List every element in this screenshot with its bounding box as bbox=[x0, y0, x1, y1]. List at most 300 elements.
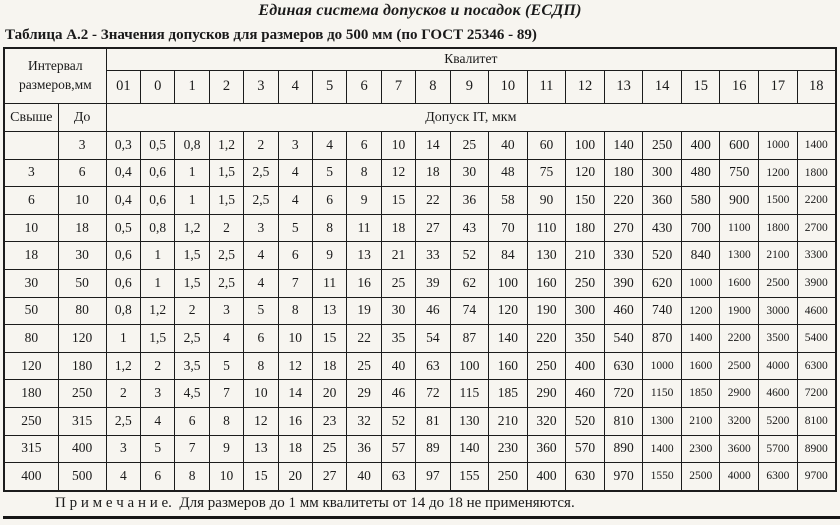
tolerance-value-cell: 1,2 bbox=[141, 297, 175, 325]
range-to-cell: 50 bbox=[58, 269, 106, 297]
tolerance-value-cell: 2200 bbox=[720, 325, 759, 353]
grade-column-header: 0 bbox=[141, 71, 175, 104]
tolerance-value-cell: 2500 bbox=[759, 269, 798, 297]
tolerance-value-cell: 620 bbox=[643, 269, 682, 297]
tolerance-unit-header: Допуск IT, мкм bbox=[106, 104, 836, 132]
tolerance-value-cell: 2,5 bbox=[175, 325, 209, 353]
range-over-cell: 6 bbox=[4, 187, 58, 215]
tolerance-value-cell: 9 bbox=[347, 187, 381, 215]
range-over-cell: 250 bbox=[4, 407, 58, 435]
grade-column-header: 10 bbox=[489, 71, 528, 104]
tolerance-value-cell: 2200 bbox=[797, 187, 836, 215]
tolerance-value-cell: 2,5 bbox=[209, 242, 243, 270]
tolerance-value-cell: 36 bbox=[347, 435, 381, 463]
tolerance-value-cell: 14 bbox=[416, 132, 450, 160]
tolerance-value-cell: 2 bbox=[209, 214, 243, 242]
grade-column-header: 13 bbox=[604, 71, 643, 104]
tolerance-value-cell: 4 bbox=[141, 407, 175, 435]
tolerance-value-cell: 540 bbox=[604, 325, 643, 353]
tolerance-value-cell: 2 bbox=[175, 297, 209, 325]
grade-column-header: 17 bbox=[759, 71, 798, 104]
grade-column-header: 4 bbox=[278, 71, 312, 104]
tolerance-value-cell: 18 bbox=[381, 214, 415, 242]
tolerance-value-cell: 9 bbox=[209, 435, 243, 463]
kvalitet-header: Квалитет bbox=[106, 48, 836, 71]
tolerance-value-cell: 1800 bbox=[759, 214, 798, 242]
grade-column-header: 12 bbox=[566, 71, 605, 104]
grade-column-header: 6 bbox=[347, 71, 381, 104]
tolerance-value-cell: 390 bbox=[604, 269, 643, 297]
range-over-cell: 180 bbox=[4, 380, 58, 408]
tolerance-value-cell: 74 bbox=[450, 297, 489, 325]
tolerance-value-cell: 0,6 bbox=[141, 159, 175, 187]
tolerance-value-cell: 1200 bbox=[681, 297, 720, 325]
tolerance-value-cell: 2100 bbox=[759, 242, 798, 270]
tolerance-value-cell: 9 bbox=[312, 242, 346, 270]
tolerance-value-cell: 1,5 bbox=[141, 325, 175, 353]
tolerance-value-cell: 10 bbox=[381, 132, 415, 160]
tolerance-value-cell: 75 bbox=[527, 159, 566, 187]
tolerance-value-cell: 35 bbox=[381, 325, 415, 353]
tolerance-value-cell: 230 bbox=[489, 435, 528, 463]
document-title: Единая система допусков и посадок (ЕСДП) bbox=[258, 2, 582, 19]
tolerance-value-cell: 16 bbox=[278, 407, 312, 435]
tolerance-value-cell: 63 bbox=[381, 463, 415, 491]
tolerance-value-cell: 27 bbox=[416, 214, 450, 242]
tolerance-value-cell: 970 bbox=[604, 463, 643, 491]
range-to-cell: 315 bbox=[58, 407, 106, 435]
tolerance-value-cell: 2,5 bbox=[106, 407, 140, 435]
range-over-cell: 18 bbox=[4, 242, 58, 270]
tolerance-value-cell: 3500 bbox=[759, 325, 798, 353]
tolerance-value-cell: 720 bbox=[604, 380, 643, 408]
tolerance-value-cell: 27 bbox=[312, 463, 346, 491]
tolerance-value-cell: 1 bbox=[175, 159, 209, 187]
tolerance-value-cell: 58 bbox=[489, 187, 528, 215]
tolerance-value-cell: 54 bbox=[416, 325, 450, 353]
tolerance-value-cell: 150 bbox=[566, 187, 605, 215]
tolerance-value-cell: 90 bbox=[527, 187, 566, 215]
tolerance-value-cell: 2,5 bbox=[244, 187, 278, 215]
tolerance-value-cell: 120 bbox=[489, 297, 528, 325]
tolerance-value-cell: 810 bbox=[604, 407, 643, 435]
tolerance-value-cell: 22 bbox=[416, 187, 450, 215]
tolerance-value-cell: 3 bbox=[209, 297, 243, 325]
tolerance-value-cell: 63 bbox=[416, 352, 450, 380]
tolerance-value-cell: 1600 bbox=[720, 269, 759, 297]
tolerance-value-cell: 0,5 bbox=[141, 132, 175, 160]
tolerance-value-cell: 0,6 bbox=[106, 242, 140, 270]
tolerance-value-cell: 1000 bbox=[759, 132, 798, 160]
tolerance-value-cell: 460 bbox=[566, 380, 605, 408]
tolerance-value-cell: 160 bbox=[527, 269, 566, 297]
tolerance-value-cell: 115 bbox=[450, 380, 489, 408]
tolerance-value-cell: 250 bbox=[643, 132, 682, 160]
tolerance-value-cell: 190 bbox=[527, 297, 566, 325]
tolerance-value-cell: 6 bbox=[312, 187, 346, 215]
tolerance-value-cell: 6 bbox=[141, 463, 175, 491]
table-row bbox=[4, 325, 836, 353]
range-over-cell: 400 bbox=[4, 463, 58, 491]
tolerance-value-cell: 8 bbox=[278, 297, 312, 325]
grade-column-header: 7 bbox=[381, 71, 415, 104]
tolerance-value-cell: 7 bbox=[278, 269, 312, 297]
tolerance-value-cell: 52 bbox=[450, 242, 489, 270]
tolerance-value-cell: 870 bbox=[643, 325, 682, 353]
table-row bbox=[4, 187, 836, 215]
range-over-cell: 30 bbox=[4, 269, 58, 297]
tolerance-value-cell: 2100 bbox=[681, 407, 720, 435]
tolerance-value-cell: 360 bbox=[643, 187, 682, 215]
tolerance-value-cell: 10 bbox=[244, 380, 278, 408]
tolerance-value-cell: 6300 bbox=[759, 463, 798, 491]
tolerance-value-cell: 2700 bbox=[797, 214, 836, 242]
over-header: Свыше bbox=[4, 104, 58, 132]
tolerance-value-cell: 840 bbox=[681, 242, 720, 270]
range-to-cell: 6 bbox=[58, 159, 106, 187]
range-over-cell: 80 bbox=[4, 325, 58, 353]
tolerance-value-cell: 57 bbox=[381, 435, 415, 463]
table-header bbox=[4, 48, 836, 132]
tolerance-value-cell: 5 bbox=[244, 297, 278, 325]
tolerance-value-cell: 120 bbox=[566, 159, 605, 187]
tolerance-value-cell: 12 bbox=[381, 159, 415, 187]
tolerance-value-cell: 5700 bbox=[759, 435, 798, 463]
tolerance-value-cell: 250 bbox=[527, 352, 566, 380]
tolerance-value-cell: 81 bbox=[416, 407, 450, 435]
tolerance-value-cell: 2900 bbox=[720, 380, 759, 408]
tolerance-value-cell: 2 bbox=[141, 352, 175, 380]
tolerance-value-cell: 0,4 bbox=[106, 159, 140, 187]
tolerance-value-cell: 15 bbox=[244, 463, 278, 491]
tolerance-value-cell: 210 bbox=[489, 407, 528, 435]
tolerance-value-cell: 20 bbox=[312, 380, 346, 408]
range-to-cell: 120 bbox=[58, 325, 106, 353]
tolerance-value-cell: 4000 bbox=[720, 463, 759, 491]
tolerance-value-cell: 8 bbox=[209, 407, 243, 435]
tolerance-value-cell: 0,6 bbox=[141, 187, 175, 215]
tolerance-value-cell: 7 bbox=[175, 435, 209, 463]
tolerance-value-cell: 7200 bbox=[797, 380, 836, 408]
tolerance-value-cell: 33 bbox=[416, 242, 450, 270]
tolerance-value-cell: 2 bbox=[244, 132, 278, 160]
tolerance-value-cell: 1000 bbox=[681, 269, 720, 297]
tolerance-value-cell: 5200 bbox=[759, 407, 798, 435]
table-row bbox=[4, 435, 836, 463]
tolerance-value-cell: 1400 bbox=[797, 132, 836, 160]
tolerance-value-cell: 40 bbox=[489, 132, 528, 160]
tolerance-value-cell: 100 bbox=[566, 132, 605, 160]
tolerance-value-cell: 25 bbox=[450, 132, 489, 160]
tolerance-value-cell: 0,5 bbox=[106, 214, 140, 242]
table-row bbox=[4, 269, 836, 297]
tolerance-value-cell: 400 bbox=[527, 463, 566, 491]
tolerance-value-cell: 3,5 bbox=[175, 352, 209, 380]
tolerance-value-cell: 36 bbox=[450, 187, 489, 215]
range-over-cell: 3 bbox=[4, 159, 58, 187]
table-row bbox=[4, 214, 836, 242]
tolerance-value-cell: 0,8 bbox=[141, 214, 175, 242]
tolerance-value-cell: 1,5 bbox=[175, 242, 209, 270]
tolerance-value-cell: 2,5 bbox=[209, 269, 243, 297]
tolerance-value-cell: 30 bbox=[450, 159, 489, 187]
tolerance-value-cell: 1,2 bbox=[175, 214, 209, 242]
tolerance-value-cell: 520 bbox=[566, 407, 605, 435]
tolerance-value-cell: 740 bbox=[643, 297, 682, 325]
grade-column-header: 15 bbox=[681, 71, 720, 104]
tolerance-value-cell: 5 bbox=[312, 159, 346, 187]
tolerance-value-cell: 180 bbox=[566, 214, 605, 242]
tolerance-value-cell: 87 bbox=[450, 325, 489, 353]
tolerance-value-cell: 1,2 bbox=[209, 132, 243, 160]
range-to-cell: 18 bbox=[58, 214, 106, 242]
tolerance-value-cell: 0,6 bbox=[106, 269, 140, 297]
tolerance-value-cell: 1600 bbox=[681, 352, 720, 380]
tolerance-value-cell: 130 bbox=[450, 407, 489, 435]
tolerance-value-cell: 430 bbox=[643, 214, 682, 242]
grade-column-header: 3 bbox=[244, 71, 278, 104]
tolerance-value-cell: 15 bbox=[312, 325, 346, 353]
table-row bbox=[4, 463, 836, 491]
tolerance-value-cell: 8 bbox=[244, 352, 278, 380]
table-row bbox=[4, 352, 836, 380]
grade-column-header: 5 bbox=[312, 71, 346, 104]
range-to-cell: 10 bbox=[58, 187, 106, 215]
tolerance-value-cell: 900 bbox=[720, 187, 759, 215]
range-to-cell: 3 bbox=[58, 132, 106, 160]
tolerance-value-cell: 18 bbox=[278, 435, 312, 463]
range-over-cell: 315 bbox=[4, 435, 58, 463]
table-row bbox=[4, 407, 836, 435]
tolerance-value-cell: 2300 bbox=[681, 435, 720, 463]
tolerance-value-cell: 8 bbox=[175, 463, 209, 491]
tolerance-value-cell: 570 bbox=[566, 435, 605, 463]
tolerance-value-cell: 46 bbox=[381, 380, 415, 408]
tolerance-value-cell: 12 bbox=[278, 352, 312, 380]
tolerance-value-cell: 600 bbox=[720, 132, 759, 160]
tolerance-value-cell: 3 bbox=[141, 380, 175, 408]
table-row bbox=[4, 297, 836, 325]
tolerance-value-cell: 630 bbox=[604, 352, 643, 380]
tolerance-value-cell: 520 bbox=[643, 242, 682, 270]
tolerance-value-cell: 3000 bbox=[759, 297, 798, 325]
tolerance-value-cell: 25 bbox=[347, 352, 381, 380]
tolerance-value-cell: 21 bbox=[381, 242, 415, 270]
tolerance-value-cell: 18 bbox=[312, 352, 346, 380]
tolerance-value-cell: 140 bbox=[604, 132, 643, 160]
tolerance-value-cell: 1100 bbox=[720, 214, 759, 242]
tolerance-value-cell: 3200 bbox=[720, 407, 759, 435]
grade-column-header: 2 bbox=[209, 71, 243, 104]
tolerance-value-cell: 43 bbox=[450, 214, 489, 242]
tolerance-value-cell: 40 bbox=[381, 352, 415, 380]
tolerance-value-cell: 3300 bbox=[797, 242, 836, 270]
tolerance-value-cell: 13 bbox=[244, 435, 278, 463]
tolerance-value-cell: 2500 bbox=[720, 352, 759, 380]
tolerance-value-cell: 10 bbox=[278, 325, 312, 353]
tolerance-value-cell: 4600 bbox=[759, 380, 798, 408]
grade-column-header: 11 bbox=[527, 71, 566, 104]
tolerance-value-cell: 11 bbox=[312, 269, 346, 297]
range-over-cell: 50 bbox=[4, 297, 58, 325]
tolerance-value-cell: 4600 bbox=[797, 297, 836, 325]
tolerance-value-cell: 97 bbox=[416, 463, 450, 491]
tolerance-value-cell: 320 bbox=[527, 407, 566, 435]
tolerance-value-cell: 25 bbox=[381, 269, 415, 297]
tolerance-value-cell: 400 bbox=[681, 132, 720, 160]
grade-column-header: 14 bbox=[643, 71, 682, 104]
tolerance-value-cell: 1 bbox=[175, 187, 209, 215]
tolerance-value-cell: 40 bbox=[347, 463, 381, 491]
tolerance-value-cell: 3 bbox=[244, 214, 278, 242]
tolerance-value-cell: 1300 bbox=[720, 242, 759, 270]
table-row bbox=[4, 159, 836, 187]
grade-column-header: 18 bbox=[797, 71, 836, 104]
table-row bbox=[4, 380, 836, 408]
tolerance-value-cell: 3900 bbox=[797, 269, 836, 297]
range-to-cell: 400 bbox=[58, 435, 106, 463]
tolerance-value-cell: 700 bbox=[681, 214, 720, 242]
tolerance-value-cell: 9700 bbox=[797, 463, 836, 491]
tolerance-value-cell: 12 bbox=[244, 407, 278, 435]
tolerance-value-cell: 1000 bbox=[643, 352, 682, 380]
tolerance-value-cell: 1400 bbox=[681, 325, 720, 353]
tolerance-value-cell: 20 bbox=[278, 463, 312, 491]
tolerance-value-cell: 2500 bbox=[681, 463, 720, 491]
tolerance-value-cell: 0,4 bbox=[106, 187, 140, 215]
tolerance-value-cell: 100 bbox=[489, 269, 528, 297]
tolerance-value-cell: 270 bbox=[604, 214, 643, 242]
tolerance-value-cell: 1900 bbox=[720, 297, 759, 325]
tolerance-value-cell: 60 bbox=[527, 132, 566, 160]
tolerance-value-cell: 29 bbox=[347, 380, 381, 408]
tolerance-value-cell: 15 bbox=[381, 187, 415, 215]
tolerance-value-cell: 220 bbox=[604, 187, 643, 215]
tolerance-value-cell: 0,3 bbox=[106, 132, 140, 160]
tolerance-value-cell: 39 bbox=[416, 269, 450, 297]
table-caption: Таблица А.2 - Значения допусков для размеров до 500 мм (по ГОСТ 25346 - 89) bbox=[5, 27, 537, 43]
tolerance-table bbox=[3, 47, 837, 492]
tolerance-value-cell: 22 bbox=[347, 325, 381, 353]
tolerance-value-cell: 1,2 bbox=[106, 352, 140, 380]
tolerance-value-cell: 23 bbox=[312, 407, 346, 435]
range-to-cell: 500 bbox=[58, 463, 106, 491]
tolerance-value-cell: 1150 bbox=[643, 380, 682, 408]
tolerance-value-cell: 2 bbox=[106, 380, 140, 408]
tolerance-value-cell: 180 bbox=[604, 159, 643, 187]
tolerance-value-cell: 220 bbox=[527, 325, 566, 353]
tolerance-value-cell: 5 bbox=[209, 352, 243, 380]
tolerance-value-cell: 3 bbox=[106, 435, 140, 463]
table-body bbox=[4, 132, 836, 491]
tolerance-value-cell: 70 bbox=[489, 214, 528, 242]
table-row bbox=[4, 242, 836, 270]
tolerance-value-cell: 480 bbox=[681, 159, 720, 187]
tolerance-value-cell: 300 bbox=[566, 297, 605, 325]
tolerance-value-cell: 8900 bbox=[797, 435, 836, 463]
tolerance-value-cell: 6 bbox=[278, 242, 312, 270]
range-to-cell: 180 bbox=[58, 352, 106, 380]
range-to-cell: 250 bbox=[58, 380, 106, 408]
range-to-cell: 30 bbox=[58, 242, 106, 270]
tolerance-value-cell: 1800 bbox=[797, 159, 836, 187]
tolerance-value-cell: 100 bbox=[450, 352, 489, 380]
tolerance-value-cell: 360 bbox=[527, 435, 566, 463]
tolerance-value-cell: 84 bbox=[489, 242, 528, 270]
tolerance-value-cell: 52 bbox=[381, 407, 415, 435]
tolerance-value-cell: 89 bbox=[416, 435, 450, 463]
tolerance-value-cell: 5 bbox=[141, 435, 175, 463]
tolerance-value-cell: 890 bbox=[604, 435, 643, 463]
tolerance-value-cell: 3600 bbox=[720, 435, 759, 463]
tolerance-value-cell: 1 bbox=[106, 325, 140, 353]
tolerance-value-cell: 1,5 bbox=[209, 159, 243, 187]
grade-column-header: 01 bbox=[106, 71, 140, 104]
tolerance-value-cell: 330 bbox=[604, 242, 643, 270]
tolerance-value-cell: 14 bbox=[278, 380, 312, 408]
grade-column-header: 16 bbox=[720, 71, 759, 104]
range-over-cell: 10 bbox=[4, 214, 58, 242]
tolerance-value-cell: 110 bbox=[527, 214, 566, 242]
tolerance-value-cell: 2,5 bbox=[244, 159, 278, 187]
tolerance-value-cell: 8 bbox=[347, 159, 381, 187]
tolerance-value-cell: 6 bbox=[244, 325, 278, 353]
tolerance-value-cell: 8100 bbox=[797, 407, 836, 435]
tolerance-value-cell: 32 bbox=[347, 407, 381, 435]
tolerance-value-cell: 1300 bbox=[643, 407, 682, 435]
tolerance-value-cell: 140 bbox=[489, 325, 528, 353]
tolerance-value-cell: 48 bbox=[489, 159, 528, 187]
tolerance-value-cell: 1400 bbox=[643, 435, 682, 463]
tolerance-value-cell: 250 bbox=[489, 463, 528, 491]
tolerance-value-cell: 5 bbox=[278, 214, 312, 242]
range-over-cell bbox=[4, 132, 58, 160]
tolerance-value-cell: 4 bbox=[278, 159, 312, 187]
tolerance-value-cell: 210 bbox=[566, 242, 605, 270]
range-over-cell: 120 bbox=[4, 352, 58, 380]
tolerance-value-cell: 6 bbox=[347, 132, 381, 160]
tolerance-value-cell: 130 bbox=[527, 242, 566, 270]
tolerance-value-cell: 1 bbox=[141, 242, 175, 270]
tolerance-value-cell: 1,5 bbox=[175, 269, 209, 297]
tolerance-value-cell: 1200 bbox=[759, 159, 798, 187]
tolerance-value-cell: 4 bbox=[209, 325, 243, 353]
tolerance-value-cell: 185 bbox=[489, 380, 528, 408]
tolerance-value-cell: 1500 bbox=[759, 187, 798, 215]
tolerance-value-cell: 4 bbox=[244, 269, 278, 297]
tolerance-value-cell: 140 bbox=[450, 435, 489, 463]
tolerance-value-cell: 10 bbox=[209, 463, 243, 491]
tolerance-value-cell: 750 bbox=[720, 159, 759, 187]
tolerance-value-cell: 300 bbox=[643, 159, 682, 187]
tolerance-value-cell: 30 bbox=[381, 297, 415, 325]
tolerance-value-cell: 7 bbox=[209, 380, 243, 408]
tolerance-value-cell: 400 bbox=[566, 352, 605, 380]
tolerance-value-cell: 5400 bbox=[797, 325, 836, 353]
tolerance-value-cell: 0,8 bbox=[175, 132, 209, 160]
grade-column-header: 9 bbox=[450, 71, 489, 104]
footnote: П р и м е ч а н и е. Для размеров до 1 мм квалитеты от 14 до 18 не применяются. bbox=[3, 495, 840, 519]
tolerance-value-cell: 160 bbox=[489, 352, 528, 380]
tolerance-value-cell: 3 bbox=[278, 132, 312, 160]
tolerance-value-cell: 19 bbox=[347, 297, 381, 325]
tolerance-value-cell: 8 bbox=[312, 214, 346, 242]
range-to-cell: 80 bbox=[58, 297, 106, 325]
tolerance-value-cell: 6 bbox=[175, 407, 209, 435]
to-header: До bbox=[58, 104, 106, 132]
tolerance-value-cell: 62 bbox=[450, 269, 489, 297]
tolerance-value-cell: 4000 bbox=[759, 352, 798, 380]
